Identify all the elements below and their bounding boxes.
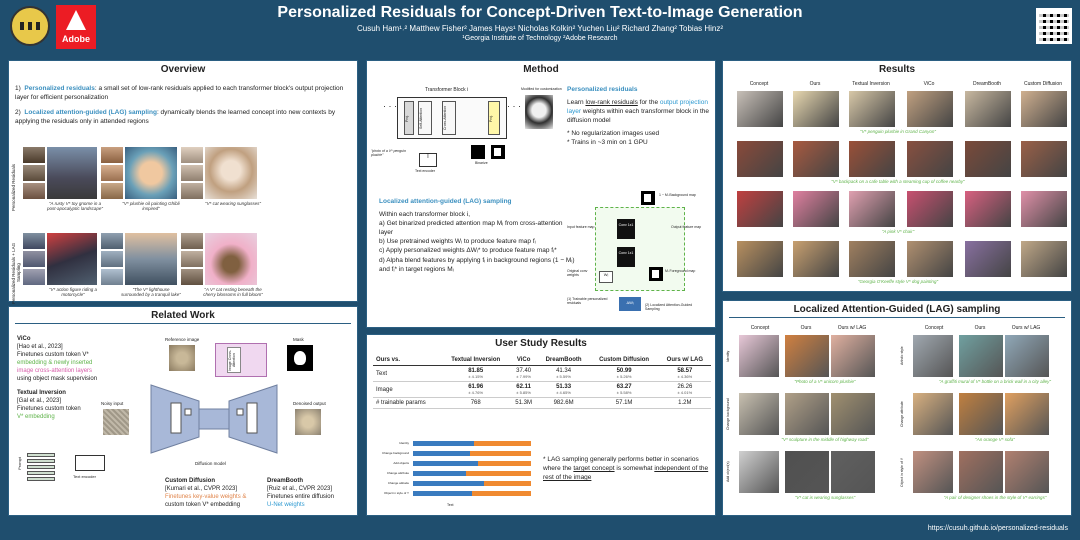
- poster-title: Personalized Residuals for Concept-Driven Text-to-Image Generation: [277, 4, 803, 21]
- result-image: [1021, 141, 1067, 177]
- text-encoder-label: Text encoder: [415, 169, 436, 173]
- denoised-label: Denoised output: [293, 401, 326, 406]
- table-row: # trainable params 768 51.3M 982.6M 57.1M 1.2M: [373, 398, 711, 409]
- text-encoder-label: Text encoder: [73, 474, 96, 479]
- concept-image: [913, 451, 953, 493]
- custom-diffusion-text: Custom Diffusion [Kumari et al., CVPR 2023] Finetunes key-value weights & custom token V* embedding: [165, 478, 247, 509]
- bar-ours: [413, 461, 478, 466]
- concept-thumb: [181, 269, 203, 285]
- concept-thumb: [101, 147, 123, 163]
- diffusion-unet-icon: [149, 379, 279, 459]
- vico-text: ViCo [Hao et al., 2023] Finetunes custom token V* embedding & newly inserted image cross-attention layers using object mask supervision: [17, 336, 98, 383]
- results-column-header: ViCo: [923, 81, 935, 87]
- result-image: [1021, 191, 1067, 227]
- method-title: Method: [523, 64, 559, 75]
- results-column-header: Custom Diffusion: [1024, 81, 1062, 87]
- poster-footer: [0, 518, 1080, 540]
- lag-caption: "A graffiti mural of V* bottle on a brick wall in a city alley": [938, 379, 1052, 384]
- orig-weights-label: Original conv weights: [567, 269, 588, 277]
- project-url[interactable]: https://cusuh.github.io/personalized-residuals: [927, 525, 1068, 532]
- lag-row-label: Add object(s): [726, 461, 730, 483]
- lag-title: Localized Attention-Guided (LAG) sampling: [729, 301, 1065, 318]
- noisy-input: [103, 409, 129, 435]
- conv-block-1: Conv 1x1: [617, 219, 635, 239]
- bar-ours: [413, 481, 484, 486]
- study-title: User Study Results: [495, 338, 587, 349]
- result-image: [965, 91, 1011, 127]
- concept-thumb: [181, 147, 203, 163]
- table-row: Text 81.85 ± 4.15% 37.40 ± 7.99% 41.34 ± 5.59% 50.99 ± 5.26% 58.57 ± 4.36%: [373, 366, 711, 382]
- prompt-label: "photo of a V* penguin plushie": [371, 149, 406, 157]
- lag-column-header: Ours: [974, 325, 986, 331]
- results-title: Results: [878, 64, 916, 75]
- fg-map-label: Mᵢ Foreground map: [665, 269, 696, 273]
- result-image: [907, 91, 953, 127]
- transformer-block: Proj. Self-Attention Cross-Attention Proj.: [397, 97, 507, 139]
- lag-result-image: [831, 335, 875, 377]
- concept-thumb: [23, 165, 45, 181]
- bar-category-label: Object in style of Y: [384, 491, 409, 495]
- w-box: Wᵢ: [599, 271, 613, 283]
- concept-thumb: [181, 165, 203, 181]
- penguin-image: [525, 95, 553, 129]
- bar-ours: [413, 451, 470, 456]
- lag-column-header: Concept: [924, 325, 944, 331]
- fg-map: [649, 267, 663, 281]
- related-work-panel: [8, 306, 358, 516]
- overview-item-1: 1) Personalized residuals: a small set of low-rank residuals applied to each transformer block's output projection layer for efficient personalization: [15, 85, 344, 101]
- row-label-residuals: Personalized Residuals: [11, 163, 16, 211]
- concept-thumb: [101, 269, 123, 285]
- image-cross-attention-box: [215, 343, 267, 377]
- lag-result-image: [831, 451, 875, 493]
- bar-ours: [413, 471, 466, 476]
- results-column-header: DreamBooth: [972, 81, 1002, 87]
- concept-image: [739, 451, 779, 493]
- adobe-logo: Adobe: [56, 5, 96, 49]
- concept-thumb: [101, 183, 123, 199]
- caption: "V* cat wearing sunglasses": [205, 201, 261, 206]
- lag-caption: "V* sculpture in the middle of highway road": [781, 437, 869, 442]
- concept-thumb: [23, 233, 45, 249]
- lag-text: Localized attention-guided (LAG) sampling Within each transformer block i, a) Get binarized predicted attention map Mᵢ from cross-attention layer b) Use pretrained weights Wᵢ to produce feature map fᵢ c) Apply personalized weights ΔWᵢ* to produce feature map fᵢ* d) Alpha blend features by applying fᵢ in background regions (1 − Mᵢ) and fᵢ* in target regions Mᵢ: [379, 198, 575, 273]
- result-motorcycle: [47, 233, 97, 285]
- result-gnome: [47, 147, 97, 199]
- result-image: [849, 241, 895, 277]
- result-image: [907, 191, 953, 227]
- lag-row-label: Change attribute: [900, 401, 904, 427]
- lag-caption: "A pair of designer shoes in the style of V* earrings": [943, 495, 1047, 500]
- lag-column-header: Ours w/ LAG: [1011, 325, 1041, 331]
- attention-map: [471, 145, 485, 159]
- caption: "The V* lighthouse surrounded by a tranquil lake": [121, 287, 181, 297]
- lag-row-label: Artistic style: [900, 346, 904, 366]
- result-image: [849, 191, 895, 227]
- mask-label: Mask: [293, 337, 304, 342]
- text-encoder-box: [75, 455, 105, 471]
- lag-caption: "Photo of a V* unicorn plushie": [794, 379, 856, 384]
- lag-row-label: Object in style of Y: [900, 457, 904, 487]
- concept-image: [913, 335, 953, 377]
- reference-image: [169, 345, 195, 371]
- ref-image-label: Reference image: [165, 337, 200, 342]
- lag-note: * LAG sampling generally performs better in scenarios where the target concept is somewhat independent of the rest of the image: [543, 456, 709, 482]
- bar-xlabel: Text: [447, 503, 454, 507]
- related-title: Related Work: [15, 307, 351, 324]
- table-row: Image 61.96 ± 4.76% 62.11 ± 5.85% 51.33 ± 4.65% 63.27 ± 5.58% 26.26 ± 4.01%: [373, 382, 711, 398]
- concept-image: [737, 191, 783, 227]
- lag-result-image: [785, 451, 829, 493]
- mask-image: [287, 345, 313, 371]
- lag-column-header: Ours: [800, 325, 812, 331]
- lag-result-image: [959, 335, 1003, 377]
- concept-thumb: [101, 233, 123, 249]
- caption: "V* plushie oil painting Ghibli inspired": [122, 201, 180, 211]
- result-image: [849, 141, 895, 177]
- bar-category-label: Identity: [399, 441, 409, 445]
- lag-column-header: Ours w/ LAG: [837, 325, 867, 331]
- result-caption: "Georgia O'Keeffe style V* dog painting": [857, 279, 939, 284]
- poster-header: [0, 0, 1080, 58]
- lag-caption: "An orange V* sofa": [975, 437, 1015, 442]
- result-image: [793, 141, 839, 177]
- overview-item-2: 2) Localized attention-guided (LAG) sampling: dynamically blends the learned concept into new contexts by applying the residuals only in attended regions: [15, 109, 336, 125]
- result-lighthouse: [125, 233, 177, 285]
- lag-result-image: [1005, 393, 1049, 435]
- result-image: [907, 241, 953, 277]
- lag-result-image: [1005, 451, 1049, 493]
- lag-result-image: [785, 393, 829, 435]
- results-panel: [722, 60, 1072, 292]
- result-image: [793, 241, 839, 277]
- result-cat: [205, 147, 257, 199]
- lag-row-label: Change background: [726, 398, 730, 430]
- legend-1: (1) Trainable personalized residuals: [567, 297, 608, 305]
- bg-map: [641, 191, 655, 205]
- authors: Cusuh Ham¹˒² Matthew Fisher² James Hays¹ Nicholas Kolkin² Yuchen Liu² Richard Zhang² Tobias Hinz²: [356, 24, 724, 33]
- result-image: [1021, 241, 1067, 277]
- result-image: [965, 241, 1011, 277]
- ti-text: Textual Inversion [Gal et al., 2023] Finetunes custom token V* embedding: [17, 390, 81, 421]
- lag-column-header: Concept: [750, 325, 770, 331]
- output-feature-label: Output feature map: [671, 225, 702, 229]
- concept-image: [737, 91, 783, 127]
- image-cross-attn-block: Image Cross-Attention: [227, 347, 241, 373]
- concept-image: [737, 241, 783, 277]
- result-image: [793, 91, 839, 127]
- concept-thumb: [23, 183, 45, 199]
- pr-text: Personalized residuals Learn low-rank residuals for the output projection layer weights within each transformer block in the diffusion model * No regularization images used * Trains in ~3 min on 1 GPU: [567, 86, 709, 147]
- conv-block-2: Conv 1x1: [617, 247, 635, 267]
- user-study-panel: [366, 334, 716, 516]
- concept-thumb: [23, 269, 45, 285]
- georgia-tech-logo: [10, 6, 50, 46]
- result-image: [793, 191, 839, 227]
- bar-lag: [472, 491, 531, 496]
- bar-category-label: Add objects: [393, 461, 409, 465]
- result-caption: "A pink V* chair": [881, 229, 915, 234]
- bar-lag: [478, 461, 531, 466]
- lag-row-label: Identity: [726, 350, 730, 362]
- caption: "A V* cat resting beneath the cherry blossoms in full bloom": [203, 287, 263, 297]
- result-image: [965, 191, 1011, 227]
- concept-image: [739, 335, 779, 377]
- study-table: Ours vs. Textual Inversion ViCo DreamBooth Custom Diffusion Ours w/ LAG Text 81.85 ± 4.15% 37.40 ± 7.99% 41.34 ± 5.59% 50.99 ± 5.26% 58.57 ± 4.36% Image 61.96 ± 4.76% 62.11 ± 5.85% 51.33 ± 4.65% 63.27 ± 5.58% 26.26 ± 4.01% # trainable params 768 51.3M 982.6M 57.1M 1.2M: [373, 355, 711, 409]
- bar-category-label: Change attribute: [386, 471, 409, 475]
- result-image: [1021, 91, 1067, 127]
- input-feature-label: Input feature map: [567, 225, 595, 229]
- result-image: [849, 91, 895, 127]
- overview-panel: [8, 60, 358, 302]
- concept-thumb: [23, 251, 45, 267]
- row-label-lag: Personalized Residuals + LAG Sampling: [11, 242, 21, 304]
- results-column-header: Ours: [809, 81, 821, 87]
- legend-2: (2) Localized Attention-Guided Sampling: [645, 303, 693, 311]
- lag-result-image: [785, 335, 829, 377]
- lag-result-image: [1005, 335, 1049, 377]
- transformer-label: Transformer Block i: [425, 87, 469, 93]
- noisy-label: Noisy input: [101, 401, 124, 406]
- lag-result-image: [959, 451, 1003, 493]
- result-plushie: [125, 147, 177, 199]
- lag-panel: [722, 300, 1072, 516]
- lag-result-image: [831, 393, 875, 435]
- overview-title: Overview: [160, 64, 206, 75]
- concept-image: [739, 393, 779, 435]
- result-image: [965, 141, 1011, 177]
- qr-code[interactable]: [1036, 8, 1072, 44]
- method-panel: Method Transformer Block i · · · Proj. Self-Attention Cross-Attention Proj. · · · Modified for customization "photo of a V* penguin plushie" T Text encoder Binarize Personalized residuals Learn low-rank residuals for the output projection layer weights within each transformer block in the diffusion model * No regularization images used * Trains in ~3 min on 1 GPU Localized attention-guided (LAG) sampling Within each transformer block i, a) Get binarized predicted attention map Mᵢ from cross-attention layer b) Use pretrained weights Wᵢ to produce feature map fᵢ c) Apply personalized weights ΔWᵢ* to produce feature map fᵢ* d) Alpha blend features by applying fᵢ in background regions (1 − Mᵢ) and fᵢ* in target regions Mᵢ 1 − Mᵢ Background map Input feature map Conv 1x1 Conv 1x1 Output feature map Original conv weights Wᵢ Mᵢ Foreground map ΔWᵢ (1) Trainable personalized residuals (2) Localized Attention-Guided Sampling: [366, 60, 716, 328]
- lag-bar-chart: [375, 439, 535, 511]
- bar-category-label: Change background: [381, 451, 409, 455]
- caption: "V* action figure riding a motorcycle": [48, 287, 98, 297]
- result-caption: "V* penguin plushie in Grand Canyon": [860, 129, 936, 134]
- diffusion-model-label: Diffusion model: [195, 461, 226, 466]
- bar-ours: [413, 441, 474, 446]
- result-image: [907, 141, 953, 177]
- modified-label: Modified for customization: [521, 87, 562, 91]
- bar-category-label: Change attitude: [387, 481, 409, 485]
- bar-lag: [466, 471, 531, 476]
- bar-lag: [470, 451, 531, 456]
- results-column-header: Textual Inversion: [852, 81, 890, 87]
- concept-image: [913, 393, 953, 435]
- prompt-tokens: Prompt: [17, 451, 73, 491]
- binarize-label: Binarize: [475, 161, 488, 165]
- concept-thumb: [101, 251, 123, 267]
- concept-thumb: [181, 233, 203, 249]
- concept-image: [737, 141, 783, 177]
- result-caption: "V* backpack on a cafe table with a steaming cup of coffee nearby": [831, 179, 965, 184]
- denoised-output: [295, 409, 321, 435]
- concept-thumb: [181, 251, 203, 267]
- concept-thumb: [101, 165, 123, 181]
- results-column-header: Concept: [749, 81, 769, 87]
- bg-map-label: 1 − Mᵢ Background map: [659, 193, 696, 197]
- affiliations: ¹Georgia Institute of Technology ²Adobe Research: [462, 35, 618, 42]
- binary-map: [491, 145, 505, 159]
- dreambooth-text: DreamBooth [Ruiz et al., CVPR 2023] Finetunes entire diffusion U-Net weights: [267, 478, 334, 509]
- bar-lag: [474, 441, 531, 446]
- bar-lag: [484, 481, 531, 486]
- bar-ours: [413, 491, 472, 496]
- concept-thumb: [23, 147, 45, 163]
- delta-w-box: ΔWᵢ: [619, 297, 641, 311]
- caption: "A rusty V* toy gnome in a post-apocalyptic landscape": [47, 201, 103, 211]
- lag-result-image: [959, 393, 1003, 435]
- result-cherry-cat: [205, 233, 257, 285]
- concept-thumb: [181, 183, 203, 199]
- lag-caption: "V* cat is wearing sunglasses": [794, 495, 856, 500]
